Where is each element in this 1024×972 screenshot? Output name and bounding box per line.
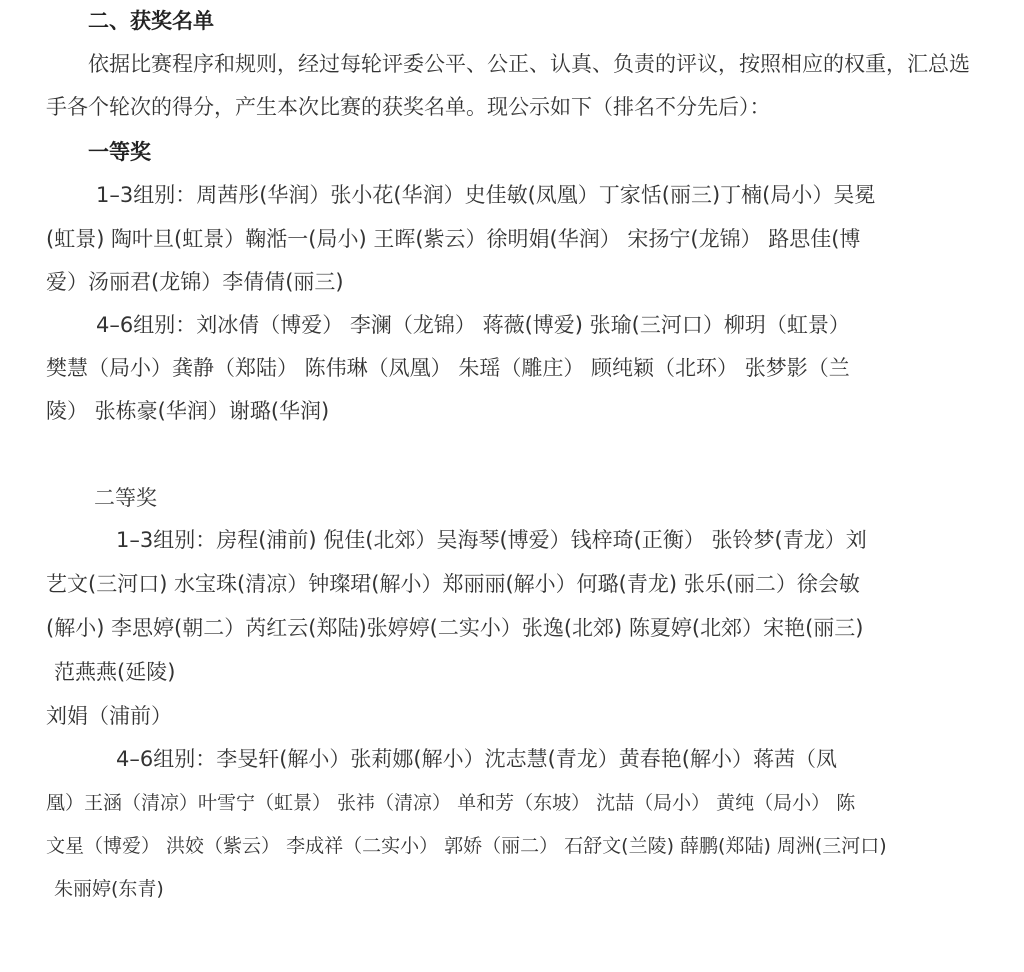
second-prize-heading: 二等奖: [94, 486, 157, 510]
intro-line-1: 依据比赛程序和规则，经过每轮评委公平、公正、认真、负责的评议，按照相应的权重，汇总选: [88, 52, 970, 76]
second-prize-group-1-3-line-3: (解小) 李思婷(朝二）芮红云(郑陆)张婷婷(二实小）张逸(北郊) 陈夏婷(北郊）宋艳(丽三): [46, 616, 864, 640]
first-prize-group-1-3-line-2: (虹景) 陶叶旦(虹景）鞠湉一(局小) 王晖(紫云）徐明娟(华润） 宋扬宁(龙锦） 路思佳(博: [46, 227, 861, 251]
second-prize-group-4-6-line-3: 文星（博爱） 洪姣（紫云） 李成祥（二实小） 郭娇（丽二） 石舒文(兰陵) 薛鹏(郑陆) 周洲(三河口): [46, 835, 887, 857]
second-prize-group-1-3-line-2: 艺文(三河口) 水宝珠(清凉）钟璨珺(解小）郑丽丽(解小）何璐(青龙) 张乐(丽二）徐会敏: [46, 572, 860, 596]
second-prize-group-4-6-line-2: 凰）王涵（清凉）叶雪宁（虹景） 张祎（清凉） 单和芳（东坡） 沈喆（局小） 黄纯（局小） 陈: [46, 792, 856, 814]
first-prize-group-4-6-line-1: 4–6组别：刘冰倩（博爱） 李澜（龙锦） 蒋薇(博爱) 张瑜(三河口）柳玥（虹景）: [96, 313, 850, 337]
first-prize-group-4-6-line-3: 陵） 张栋豪(华润）谢璐(华润): [46, 399, 330, 423]
first-prize-group-1-3-line-3: 爱）汤丽君(龙锦）李倩倩(丽三): [46, 270, 344, 294]
first-prize-group-4-6-line-2: 樊慧（局小）龚静（郑陆） 陈伟琳（凤凰） 朱瑶（雕庄） 顾纯颖（北环） 张梦影（兰: [46, 356, 850, 380]
second-prize-group-4-6-line-4: 朱丽婷(东青): [54, 878, 164, 900]
section-title: 二、获奖名单: [88, 9, 214, 33]
intro-line-2: 手各个轮次的得分，产生本次比赛的获奖名单。现公示如下（排名不分先后）：: [46, 95, 771, 119]
second-prize-group-1-3-line-5: 刘娟（浦前）: [46, 704, 172, 728]
second-prize-group-1-3-line-4: 范燕燕(延陵): [54, 660, 176, 684]
first-prize-group-1-3-line-1: 1–3组别：周茜彤(华润）张小花(华润）史佳敏(凤凰）丁家恬(丽三)丁楠(局小）吴冕: [96, 183, 876, 207]
second-prize-group-1-3-line-1: 1–3组别：房程(浦前) 倪佳(北郊）吴海琴(博爱）钱梓琦(正衡） 张铃梦(青龙）刘: [116, 528, 867, 552]
second-prize-group-4-6-line-1: 4–6组别：李旻轩(解小）张莉娜(解小）沈志慧(青龙）黄春艳(解小）蒋茜（凤: [116, 747, 837, 771]
first-prize-heading: 一等奖: [88, 140, 151, 164]
